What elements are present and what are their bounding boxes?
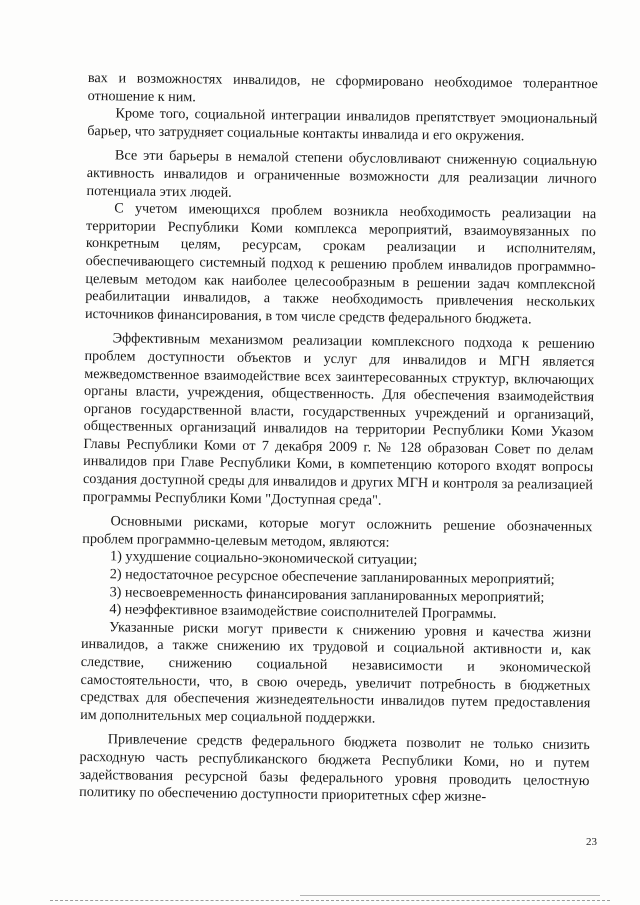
risk-item-2: 2) недостаточное ресурсное обеспечение запланированных мероприятий; bbox=[109, 566, 555, 588]
risk-item-1: 1) ухудшение социально-экономической ситуации; bbox=[109, 548, 418, 569]
paragraph-risk-consequences: Указанные риски могут привести к снижению уровня и качества жизни инвалидов, а также снижению их трудовой и социальной активности и, как следствие, снижению социальной независимости и экономической самостоятельности, что, в свою очередь, увеличит потребность в бюджетных средствах для обеспечения жизнедеятельности инвалидов путем предоставления им дополнительных мер социальной поддержки. bbox=[80, 619, 592, 727]
paragraph-interagency: Эффективным механизмом реализации комплексного подхода к решению проблем доступности объектов и услуг для инвалидов и МГН является межведомственное взаимодействие всех заинтересованных структур, включающих органы власти, учреждения, общественность. Для обеспечения взаимодействия органов государственной власти, государственных учреждений и организаций, общественных организаций инвалидов на территории Республики Коми Указом Главы Республики Коми от 7 декабря 2009 г. № 128 образован Совет по делам инвалидов при Главе Республики Коми, в компетенцию которого входят вопросы создания доступной среды для инвалидов и других МГН и контроля за реализацией программы Республики Коми "Доступная среда". bbox=[82, 330, 595, 509]
page-number: 23 bbox=[586, 836, 597, 848]
paragraph-federal-budget: Привлечение средств федерального бюджета позволит не только снизить расходную часть республиканского бюджета Республики Коми, но и путем задействования ресурсной базы федерального уровня проводить целостную политику по обеспечению доступности приоритетных сфер жизне- bbox=[79, 731, 590, 806]
document-body bbox=[79, 70, 598, 808]
paragraph-complex-measures: С учетом имеющихся проблем возникла необходимость реализации на территории Республики Коми комплекса мероприятий, взаимоувязанных по конкретным целям, ресурсам, срокам реализации и исполнителям, обеспечивающего системный подход к решению проблем инвалидов программно-целевым методом как наиболее целесообразным в решении задач комплексной реабилитации инвалидов, а также необходимость привлечения нескольких источников финансирования, в том числе средств федерального бюджета. bbox=[84, 200, 597, 328]
scan-edge-line bbox=[300, 895, 600, 896]
paragraph-barriers: Все эти барьеры в немалой степени обусловливают сниженную социальную активность инвалидов и ограниченные возможности для реализации личного потенциала этих людей. bbox=[86, 147, 598, 201]
scan-edge-dashes bbox=[50, 900, 610, 901]
risk-item-3: 3) несвоевременность финансирования запланированных мероприятий; bbox=[109, 583, 545, 606]
risk-item-4: 4) неэффективное взаимодействие соисполнителей Программы. bbox=[109, 601, 497, 623]
paragraph-risks-intro: Основными рисками, которые могут осложнить решение обозначенных проблем программно-целевым методом, являются: bbox=[82, 513, 593, 551]
paragraph-continuation: вах и возможностях инвалидов, не сформировано необходимое толерантное отношение к ним. bbox=[87, 70, 598, 105]
paragraph-emotional-barrier: Кроме того, социальной интеграции инвалидов препятствует эмоциональный барьер, что затрудняет социальные контакты инвалида и его окружения. bbox=[87, 105, 598, 145]
